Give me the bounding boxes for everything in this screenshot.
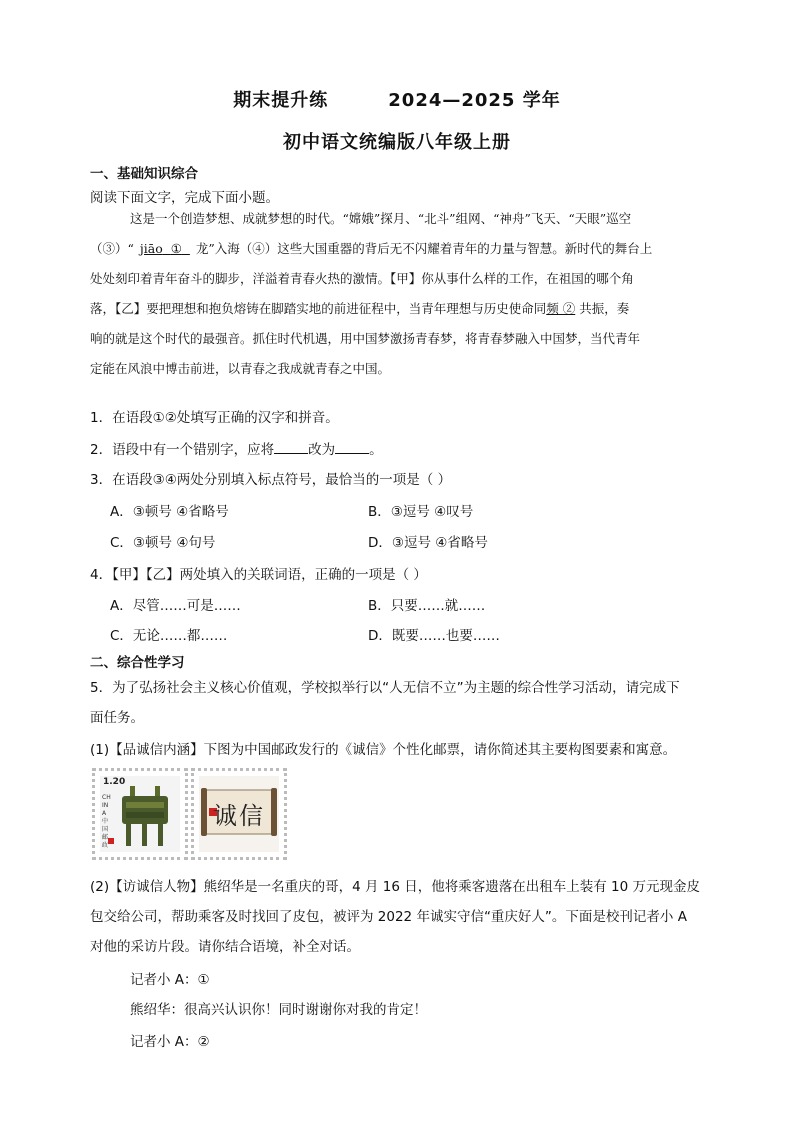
question-2: 2．语段中有一个错别字，应将 改为 。 xyxy=(90,442,383,458)
subquestion-2-line-1: (2)【访诚信人物】熊绍华是一名重庆的哥，4 月 16 日，他将乘客遗落在出租车上装有 10 万元现金皮 xyxy=(90,879,701,895)
question-5-line-1: 5．为了弘扬社会主义核心价值观，学校拟举行以“人无信不立”为主题的综合性学习活动，请完成下 xyxy=(90,680,680,696)
passage-line-2: （③）“ jiāo ① 龙”入海（④）这些大国重器的背后无不闪耀着青年的力量与智慧。新时代的舞台上 xyxy=(90,241,653,256)
stamp-price: 1.20 xyxy=(103,777,126,787)
title-left: 期末提升练 xyxy=(233,90,329,111)
question-1: 1．在语段①②处填写正确的汉字和拼音。 xyxy=(90,410,339,426)
q3-option-d[interactable]: D．③逗号 ④省略号 xyxy=(368,535,488,551)
stamp-image xyxy=(92,768,288,860)
passage-line-3: 处处刻印着青年奋斗的脚步，洋溢着青春火热的激情。【甲】你从事什么样的工作，在祖国的哪个角 xyxy=(90,271,634,286)
reading-passage xyxy=(90,204,710,384)
answer-blank[interactable] xyxy=(274,441,308,454)
stamp-vessel xyxy=(92,768,188,860)
question-4: 4．【甲】【乙】两处填入的关联词语，正确的一项是（ ） xyxy=(90,567,427,583)
section1-intro: 阅读下面文字，完成下面小题。 xyxy=(90,190,279,206)
stamp-calligraphy-text: 诚信 xyxy=(213,802,265,830)
q4-option-a[interactable]: A．尽管……可是…… xyxy=(110,598,241,614)
section2-heading: 二、综合性学习 xyxy=(90,655,185,671)
answer-blank[interactable] xyxy=(335,441,369,454)
subquestion-1: (1)【品诚信内涵】下图为中国邮政发行的《诚信》个性化邮票，请你简述其主要构图要素和寓意。 xyxy=(90,742,677,758)
q3-option-c[interactable]: C．③顿号 ④句号 xyxy=(110,535,216,551)
pinyin-blank: jiāo ① xyxy=(139,241,182,256)
question-5-line-2: 面任务。 xyxy=(90,710,144,726)
passage-line-6: 定能在风浪中博击前进，以青春之我成就青春之中国。 xyxy=(90,361,391,376)
q4-option-b[interactable]: B．只要……就…… xyxy=(368,598,486,614)
dialogue-line-3: 记者小 A：② xyxy=(130,1034,210,1050)
stamp-calligraphy xyxy=(191,768,287,860)
bronze-ding-icon xyxy=(100,776,184,856)
subquestion-2-line-3: 对他的采访片段。请你结合语境，补全对话。 xyxy=(90,939,360,955)
q4-option-c[interactable]: C．无论……都…… xyxy=(110,628,228,644)
passage-line-4: 落，【乙】要把理想和抱负熔铸在脚踏实地的前进征程中，当青年理想与历史使命同频 ② 共振，奏 xyxy=(90,301,630,316)
q4-option-d[interactable]: D．既要……也要…… xyxy=(368,628,500,644)
stamp-country: CHINA中国邮政 xyxy=(102,794,111,849)
passage-line-5: 响的就是这个时代的最强音。抓住时代机遇，用中国梦激扬青春梦，将青春梦融入中国梦，当代青年 xyxy=(90,331,641,346)
dialogue-line-2: 熊绍华：很高兴认识你！同时谢谢你对我的肯定！ xyxy=(130,1002,427,1018)
page-title xyxy=(0,86,794,112)
q3-option-a[interactable]: A．③顿号 ④省略号 xyxy=(110,504,229,520)
q3-option-b[interactable]: B．③逗号 ④叹号 xyxy=(368,504,474,520)
passage-line-1: 这是一个创造梦想、成就梦想的时代。“嫦娥”探月、“北斗”组网、“神舟”飞天、“天眼”巡空 xyxy=(130,211,632,226)
char-blank: 频 ② xyxy=(546,301,576,316)
section1-heading: 一、基础知识综合 xyxy=(90,166,198,182)
page-subtitle: 初中语文统编版八年级上册 xyxy=(283,132,511,153)
question-3: 3．在语段③④两处分别填入标点符号，最恰当的一项是（ ） xyxy=(90,472,452,488)
dialogue-line-1: 记者小 A：① xyxy=(130,972,210,988)
subquestion-2-line-2: 包交给公司，帮助乘客及时找回了皮包，被评为 2022 年诚实守信“重庆好人”。下面是校刊记者小 A xyxy=(90,909,687,925)
title-right: 2024—2025 学年 xyxy=(388,90,561,111)
